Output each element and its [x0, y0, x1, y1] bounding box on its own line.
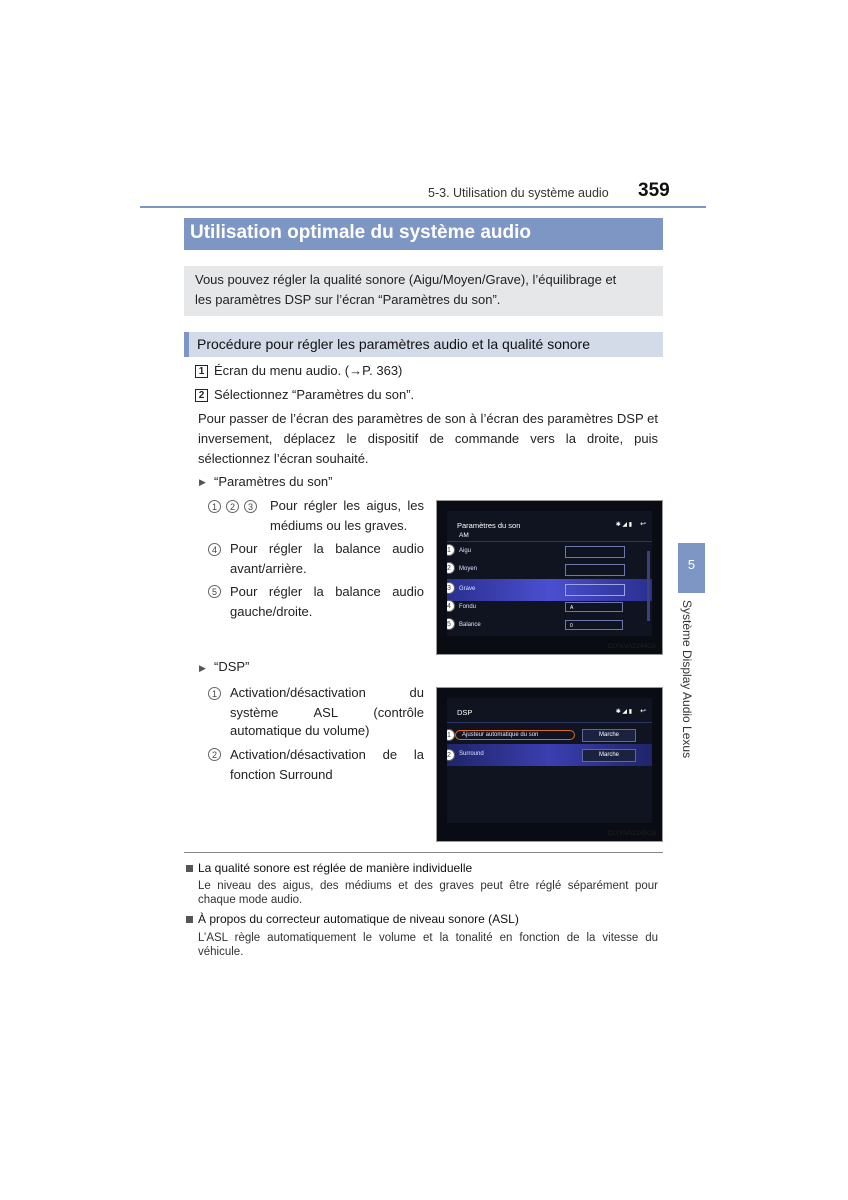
dsp-item-1-line-1: Activation/désactivation du: [230, 685, 424, 700]
step-number-1: 1: [195, 365, 208, 378]
notes-divider: [184, 852, 663, 853]
screen-display: [447, 511, 652, 636]
asl-row-highlight: [455, 730, 575, 740]
dsp-item-2-line-2: fonction Surround: [230, 767, 333, 782]
row-divider: [447, 722, 652, 723]
paragraph-line-2: inversement, déplacez le dispositif de commande vers la droite, puis: [198, 431, 658, 446]
screen-title: Paramètres du son: [457, 521, 521, 530]
bullet-arrow-icon: ▶: [199, 663, 206, 673]
bullet-arrow-icon: ▶: [199, 477, 206, 487]
callout-circle-4: 4: [208, 543, 221, 556]
sound-item-2-line-2: avant/arrière.: [230, 561, 307, 576]
paragraph-line-3: sélectionnez l’écran souhaité.: [198, 451, 369, 466]
dsp-screenshot: [436, 687, 663, 842]
callout-circle-2: 2: [226, 500, 239, 513]
chapter-tab: [678, 543, 705, 593]
header-divider: [140, 206, 706, 208]
procedure-heading: [184, 332, 663, 357]
callout-circle-5: 5: [208, 585, 221, 598]
row-divider: [447, 541, 652, 542]
dsp-callout-circle-1: 1: [208, 687, 221, 700]
note-1-line-1: Le niveau des aigus, des médiums et des graves peut être réglé séparément pour: [198, 880, 658, 892]
chapter-number: 5: [687, 557, 696, 572]
title-band: [184, 218, 663, 250]
step-text-1: Écran du menu audio. (→P. 363): [214, 363, 403, 378]
dsp-screen-title: DSP: [457, 708, 473, 717]
surround-value-button: Marche: [582, 749, 636, 762]
sound-item-2-line-1: Pour régler la balance audio: [230, 541, 424, 556]
chapter-label: Système Display Audio Lexus: [680, 600, 694, 759]
screen-callout-2: 2: [447, 562, 455, 574]
sound-item-1-line-2: médiums ou les graves.: [270, 518, 408, 533]
note-1-heading: La qualité sonore est réglée de manière individuelle: [198, 861, 473, 875]
aigu-slider: [565, 546, 625, 558]
sound-item-3-line-2: gauche/droite.: [230, 604, 313, 619]
intro-box: [184, 266, 663, 316]
section-title: 5-3. Utilisation du système audio: [428, 186, 609, 200]
note-1-line-2: chaque mode audio.: [198, 894, 303, 906]
callout-circle-3: 3: [244, 500, 257, 513]
asl-value-button: Marche: [582, 729, 636, 742]
note-2-line-2: véhicule.: [198, 946, 244, 958]
step-number-2: 2: [195, 389, 208, 402]
page-number: 359: [638, 180, 670, 201]
callout-circle-1: 1: [208, 500, 221, 513]
note-2-line-1: L’ASL règle automatiquement le volume et la tonalité en fonction de la vitesse du: [198, 932, 658, 944]
dsp-item-1-line-3: automatique du volume): [230, 723, 370, 738]
page-title: Utilisation optimale du système audio: [190, 222, 532, 243]
sound-settings-screenshot: [436, 500, 663, 655]
back-arrow-icon: ↩: [640, 708, 646, 715]
fondu-value: A: [570, 605, 574, 611]
surround-row-label: Surround: [459, 751, 484, 757]
sound-settings-heading: “Paramètres du son”: [214, 474, 333, 489]
back-arrow-icon: ↩: [640, 521, 646, 528]
dsp-screen-display: [447, 698, 652, 823]
screen-callout-3: 3: [447, 582, 455, 594]
note-2-heading: À propos du correcteur automatique de niveau sonore (ASL): [198, 912, 519, 926]
balance-value: 0: [570, 623, 573, 629]
screen-source: AM: [459, 532, 469, 539]
dsp-callout-circle-2: 2: [208, 748, 221, 761]
fondu-control: [565, 602, 623, 612]
grave-slider: [565, 584, 625, 596]
row-label-fondu: Fondu: [459, 604, 477, 610]
screen-callout-1: 1: [447, 544, 455, 556]
dsp-item-2-line-1: Activation/désactivation de la: [230, 747, 424, 762]
procedure-title: Procédure pour régler les paramètres audio et la qualité sonore: [197, 336, 591, 352]
status-icons: ✱ ◢ ▮: [615, 709, 632, 715]
intro-line-2: les paramètres DSP sur l’écran “Paramètres du son”.: [195, 292, 501, 307]
row-label-grave: Grave: [459, 586, 476, 592]
dsp-figure-caption: CLYKVAZ245CA: [607, 830, 656, 837]
square-bullet-icon: [186, 916, 193, 923]
sound-item-1-line-1: Pour régler les aigus, les: [270, 498, 424, 513]
balance-control: [565, 620, 623, 630]
square-bullet-icon: [186, 865, 193, 872]
intro-line-1: Vous pouvez régler la qualité sonore (Aigu/Moyen/Grave), l’équilibrage et: [195, 272, 617, 287]
paragraph-line-1: Pour passer de l’écran des paramètres de son à l’écran des paramètres DSP et: [198, 411, 658, 426]
row-label-aigu: Aigu: [459, 548, 472, 554]
asl-row-label: Ajusteur automatique du son: [462, 732, 539, 738]
scrollbar: [647, 551, 650, 621]
moyen-slider: [565, 564, 625, 576]
row-label-balance: Balance: [459, 622, 481, 628]
dsp-screen-callout-2: 2: [447, 749, 455, 761]
figure-caption: CLYKVAZ244CA: [607, 643, 656, 650]
status-icons: ✱ ◢ ▮: [615, 522, 632, 528]
row-label-moyen: Moyen: [459, 566, 478, 572]
dsp-screen-callout-1: 1: [447, 729, 455, 741]
step-text-2: Sélectionnez “Paramètres du son”.: [214, 387, 415, 402]
dsp-item-1-line-2: système ASL (contrôle: [230, 705, 424, 720]
screen-callout-4: 4: [447, 600, 455, 612]
screen-callout-5: 5: [447, 618, 455, 630]
dsp-heading: “DSP”: [214, 659, 250, 674]
sound-item-3-line-1: Pour régler la balance audio: [230, 584, 424, 599]
